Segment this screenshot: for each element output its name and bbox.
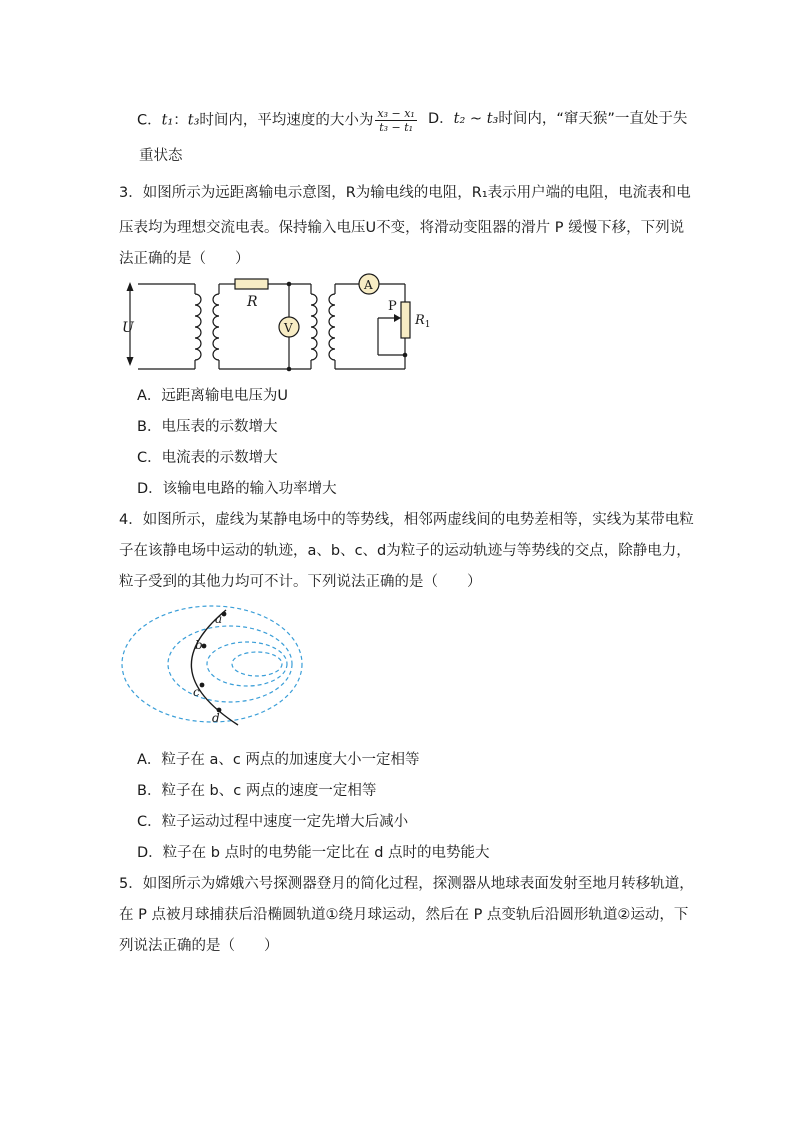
q2-option-c: C．t₁：t₃时间内，平均速度的大小为 $\frac{\text{x₃ − x₁}}{\text{t₃ − t₁}}$ <box>137 107 415 134</box>
q5-stem-line3: 列说法正确的是（ ） <box>119 938 279 954</box>
point-a-label: a <box>215 612 223 626</box>
transformer-1-primary-coil <box>195 294 201 360</box>
transformer-1-secondary-coil <box>213 294 219 360</box>
q3-stem-line1: 3．如图所示为远距离输电示意图，R为输电线的电阻，R₁表示用户端的电阻，电流表和电 <box>119 185 691 201</box>
point-c-dot <box>200 683 205 688</box>
equipotential-lines-diagram <box>112 598 312 728</box>
line-resistor-r <box>235 279 268 289</box>
equipotential-line-1 <box>232 652 282 676</box>
q5-stem-line2: 在 P 点被月球捕获后沿椭圆轨道①绕月球运动，然后在 P 点变轨后沿圆形轨道②运动，下 <box>119 907 689 923</box>
q3-stem-line2: 压表均为理想交流电表。保持输入电压U不变，将滑动变阻器的滑片 P 缓慢下移，下列说 <box>119 220 685 236</box>
point-b-label: b <box>195 638 203 652</box>
rheostat-r1 <box>401 302 410 338</box>
q4-stem-line1: 4．如图所示，虚线为某静电场中的等势线，相邻两虚线间的电势差相等，实线为某带电粒 <box>119 512 694 528</box>
rheostat-r1-label: $R_1$ <box>415 313 431 330</box>
q5-stem-line1: 5．如图所示为嫦娥六号探测器登月的简化过程，探测器从地球表面发射至地月转移轨道， <box>119 876 694 892</box>
slider-p-arrow-icon <box>394 314 401 322</box>
q4-option-a: A．粒子在 a、c 两点的加速度大小一定相等 <box>137 752 420 768</box>
q2-option-c-fraction: $\frac{\text{x₃ − x₁}}{\text{t₃ − t₁}}$ <box>377 107 415 134</box>
transformer-2-primary-coil <box>311 294 317 360</box>
point-c-label: c <box>193 685 200 699</box>
point-a-dot <box>222 612 227 617</box>
q3-option-b: B．电压表的示数增大 <box>137 419 278 435</box>
q4-stem-line2: 子在该静电场中运动的轨迹，a、b、c、d为粒子的运动轨迹与等势线的交点，除静电力， <box>119 543 691 559</box>
equipotential-line-2 <box>207 642 287 686</box>
q2-option-d: D．t₂ ~ t₃时间内，“窜天猴”一直处于失 <box>428 111 688 127</box>
q3-option-c: C．电流表的示数增大 <box>137 450 278 466</box>
particle-trajectory <box>191 610 238 725</box>
transmission-circuit-diagram <box>118 272 431 376</box>
voltmeter-label: V <box>284 321 293 335</box>
point-d-label: d <box>212 711 220 725</box>
resistor-r-label: R <box>247 294 258 310</box>
q4-option-c: C．粒子运动过程中速度一定先增大后减小 <box>137 814 409 830</box>
q3-option-a: A．远距离输电电压为U <box>137 388 289 404</box>
equipotential-line-3 <box>168 626 292 702</box>
q3-option-d: D．该输电电路的输入功率增大 <box>137 481 337 497</box>
q4-option-b: B．粒子在 b、c 两点的速度一定相等 <box>137 783 377 799</box>
q2-option-d-continued: 重状态 <box>139 148 183 164</box>
slider-p-label: P <box>388 299 397 314</box>
ammeter-label: A <box>364 278 373 292</box>
q4-option-d: D．粒子在 b 点时的电势能一定比在 d 点时的电势能大 <box>137 845 490 861</box>
transformer-2-secondary-coil <box>329 294 335 360</box>
q4-stem-line3: 粒子受到的其他力均可不计。下列说法正确的是（ ） <box>119 574 482 590</box>
input-voltage-u-label: U <box>122 320 134 336</box>
q3-stem-line3: 法正确的是（ ） <box>119 251 250 267</box>
